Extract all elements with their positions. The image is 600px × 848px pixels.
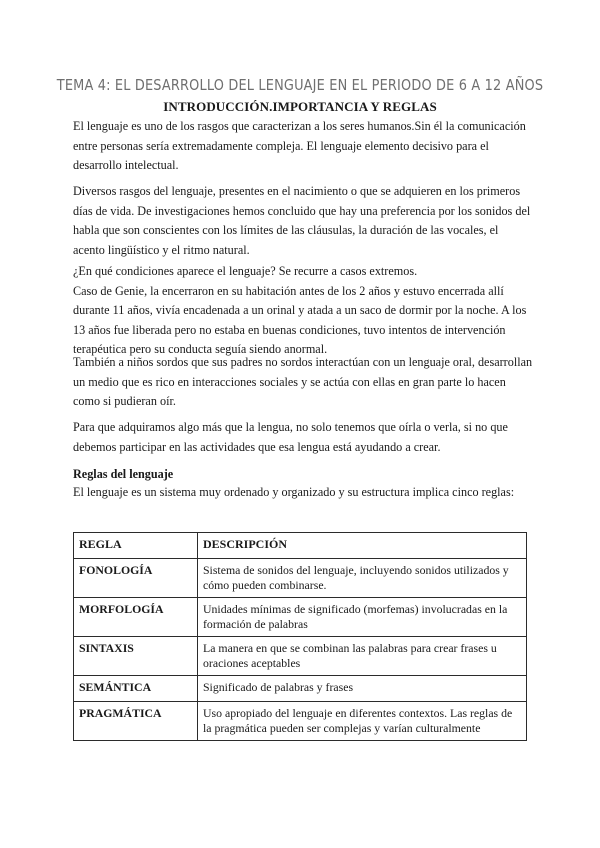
table-row	[74, 637, 527, 676]
table-cell-rule: MORFOLOGÍA	[74, 598, 198, 637]
table-header-row	[74, 533, 527, 559]
paragraph-intro: El lenguaje es uno de los rasgos que caracterizan a los seres humanos.Sin él la comunicación entre personas sería extremadamente compleja. El lenguaje elemento decisivo para el desarrollo intelectual.	[73, 119, 526, 172]
rules-heading: Reglas del lenguaje	[73, 467, 174, 481]
paragraph-deaf-children: También a niños sordos que sus padres no sordos interactúan con un lenguaje oral, desarrollan un medio que es rico en interacciones sociales y se actúa con ellas en gran parte lo hacen como si pudieran oír.	[73, 355, 533, 408]
document-title: TEMA 4: EL DESARROLLO DEL LENGUAJE EN EL PERIODO DE 6 A 12 AÑOS	[56, 76, 544, 94]
table-header-rule: REGLA	[74, 533, 198, 559]
paragraph-genie-case: ¿En qué condiciones aparece el lenguaje? Se recurre a casos extremos. Caso de Genie, la encerraron en su habitación antes de los 2 años y estuvo encerrada allí durante 11 años, vivía encadenada a un orinal y atada a un saco de dormir por la noche. A los 13 años fue liberada pero no estaba en buenas condiciones, tuvo intentos de intervención terapéutica pero su conducta seguía siendo anormal.	[73, 264, 527, 356]
section-heading: INTRODUCCIÓN.IMPORTANCIA Y REGLAS	[163, 99, 437, 114]
table-row	[74, 598, 527, 637]
table-cell-rule: FONOLOGÍA	[74, 559, 198, 598]
table-cell-rule: PRAGMÁTICA	[74, 702, 198, 741]
paragraph-participation: Para que adquiramos algo más que la lengua, no solo tenemos que oírla o verla, si no que debemos participar en las actividades que esa lengua está ayudando a crear.	[73, 420, 508, 454]
table-cell-description: La manera en que se combinan las palabras para crear frases u oraciones aceptables	[198, 637, 527, 676]
table-cell-description: Significado de palabras y frases	[198, 676, 527, 702]
table-row	[74, 559, 527, 598]
paragraph-innate-traits: Diversos rasgos del lenguaje, presentes en el nacimiento o que se adquieren en los primeros días de vida. De investigaciones hemos concluido que hay una preferencia por los sonidos del habla que son conscientes con los límites de las cláusulas, la duración de las vocales, el acento lingüístico y el ritmo natural.	[73, 184, 531, 257]
table-cell-rule: SEMÁNTICA	[74, 676, 198, 702]
table-row	[74, 702, 527, 741]
table-row	[74, 676, 527, 702]
rules-intro: El lenguaje es un sistema muy ordenado y organizado y su estructura implica cinco reglas:	[73, 485, 515, 499]
table-header-description: DESCRIPCIÓN	[198, 533, 527, 559]
table-cell-description: Uso apropiado del lenguaje en diferentes contextos. Las reglas de la pragmática pueden ser complejas y varían culturalmente	[198, 702, 527, 741]
table-cell-rule: SINTAXIS	[74, 637, 198, 676]
rules-table	[73, 532, 527, 741]
table-cell-description: Unidades mínimas de significado (morfemas) involucradas en la formación de palabras	[198, 598, 527, 637]
table-cell-description: Sistema de sonidos del lenguaje, incluyendo sonidos utilizados y cómo pueden combinarse.	[198, 559, 527, 598]
